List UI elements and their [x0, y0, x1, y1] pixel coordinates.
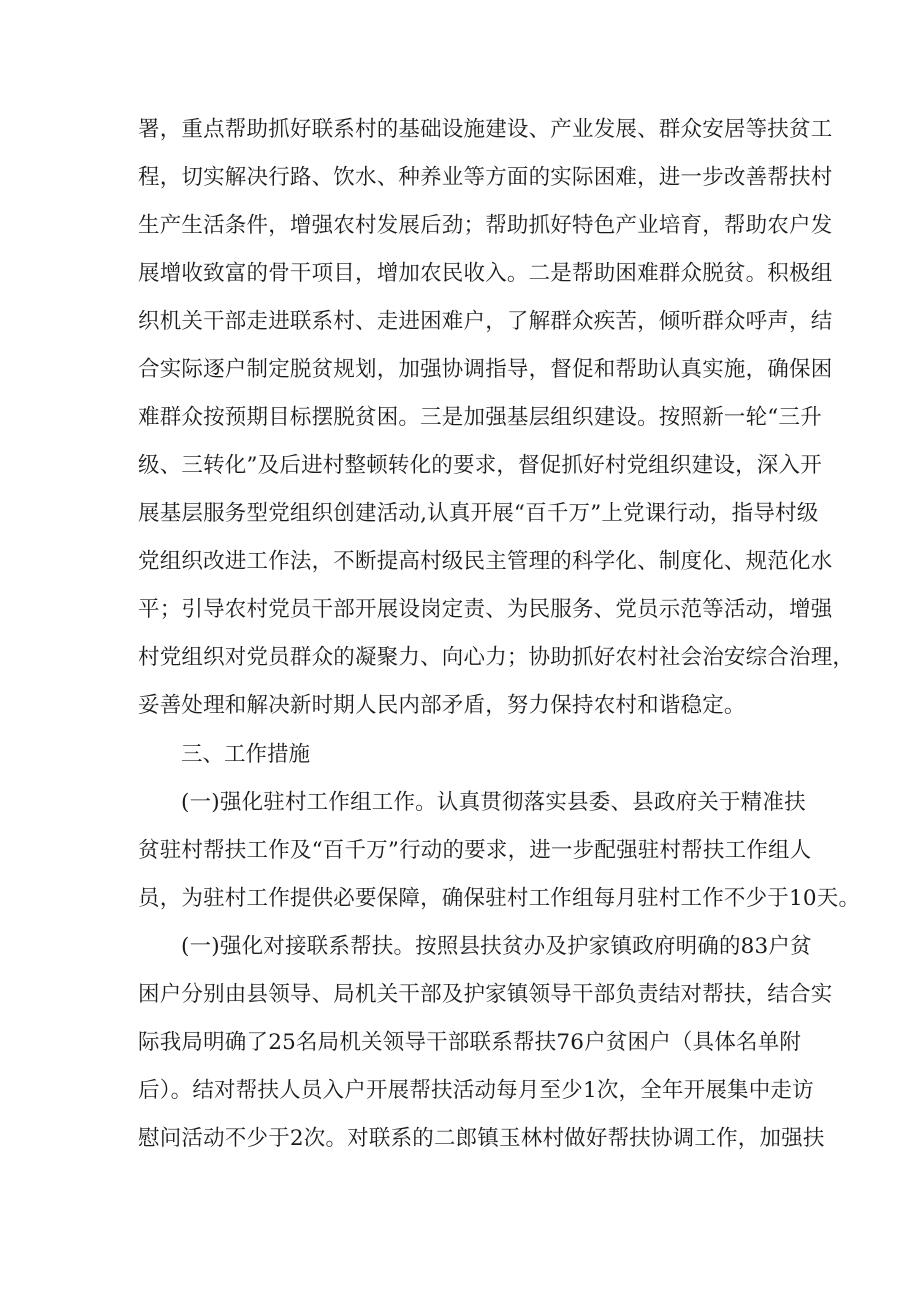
text-line: 程，切实解决行路、饮水、种养业等方面的实际困难，进一步改善帮扶村: [138, 165, 833, 190]
text-line: (一)强化对接联系帮扶。按照县扶贫办及护家镇政府明确的83户贫: [181, 934, 812, 959]
text-line: 际我局明确了25名局机关领导干部联系帮扶76户贫困户（具体名单附: [138, 1030, 802, 1055]
text-line: 展增收致富的骨干项目，增加农民收入。二是帮助困难群众脱贫。积极组: [138, 261, 833, 286]
text-line: (一)强化驻村工作组工作。认真贯彻落实县委、县政府关于精准扶: [181, 790, 806, 815]
text-line: 慰问活动不少于2次。对联系的二郎镇玉林村做好帮扶协调工作，加强扶: [138, 1126, 825, 1151]
text-line: 难群众按预期目标摆脱贫困。三是加强基层组织建设。按照新一轮“三升: [138, 405, 822, 430]
text-line: 妥善处理和解决新时期人民内部矛盾，努力保持农村和谐稳定。: [138, 693, 746, 718]
text-line: 贫驻村帮扶工作及“百千万”行动的要求，进一步配强驻村帮扶工作组人: [138, 838, 812, 863]
text-line: 合实际逐户制定脱贫规划，加强协调指导，督促和帮助认真实施，确保困: [138, 357, 833, 382]
text-line: 级、三转化”及后进村整顿转化的要求，督促抓好村党组织建设，深入开: [138, 453, 822, 478]
text-line: 展基层服务型党组织创建活动,认真开展“百千万”上党课行动，指导村级: [138, 501, 819, 526]
text-line: 生产生活条件，增强农村发展后劲；帮助抓好特色产业培育，帮助农户发: [138, 213, 833, 238]
text-line: 党组织改进工作法，不断提高村级民主管理的科学化、制度化、规范化水: [138, 549, 833, 574]
text-line: 平；引导农村党员干部开展设岗定责、为民服务、党员示范等活动，增强: [138, 597, 833, 622]
text-line: 署，重点帮助抓好联系村的基础设施建设、产业发展、群众安居等扶贫工: [138, 117, 833, 142]
text-line: 后）。结对帮扶人员入户开展帮扶活动每月至少1次，全年开展集中走访: [138, 1078, 814, 1103]
section-heading: 三、工作措施: [181, 742, 311, 767]
text-line: 村党组织对党员群众的凝聚力、向心力；协助抓好农村社会治安综合治理，: [138, 645, 855, 670]
text-line: 织机关干部走进联系村、走进困难户，了解群众疾苦，倾听群众呼声，结: [138, 309, 833, 334]
text-line: 困户分别由县领导、局机关干部及护家镇领导干部负责结对帮扶，结合实: [138, 982, 833, 1007]
text-line: 员，为驻村工作提供必要保障，确保驻村工作组每月驻村工作不少于10天。: [138, 886, 861, 911]
